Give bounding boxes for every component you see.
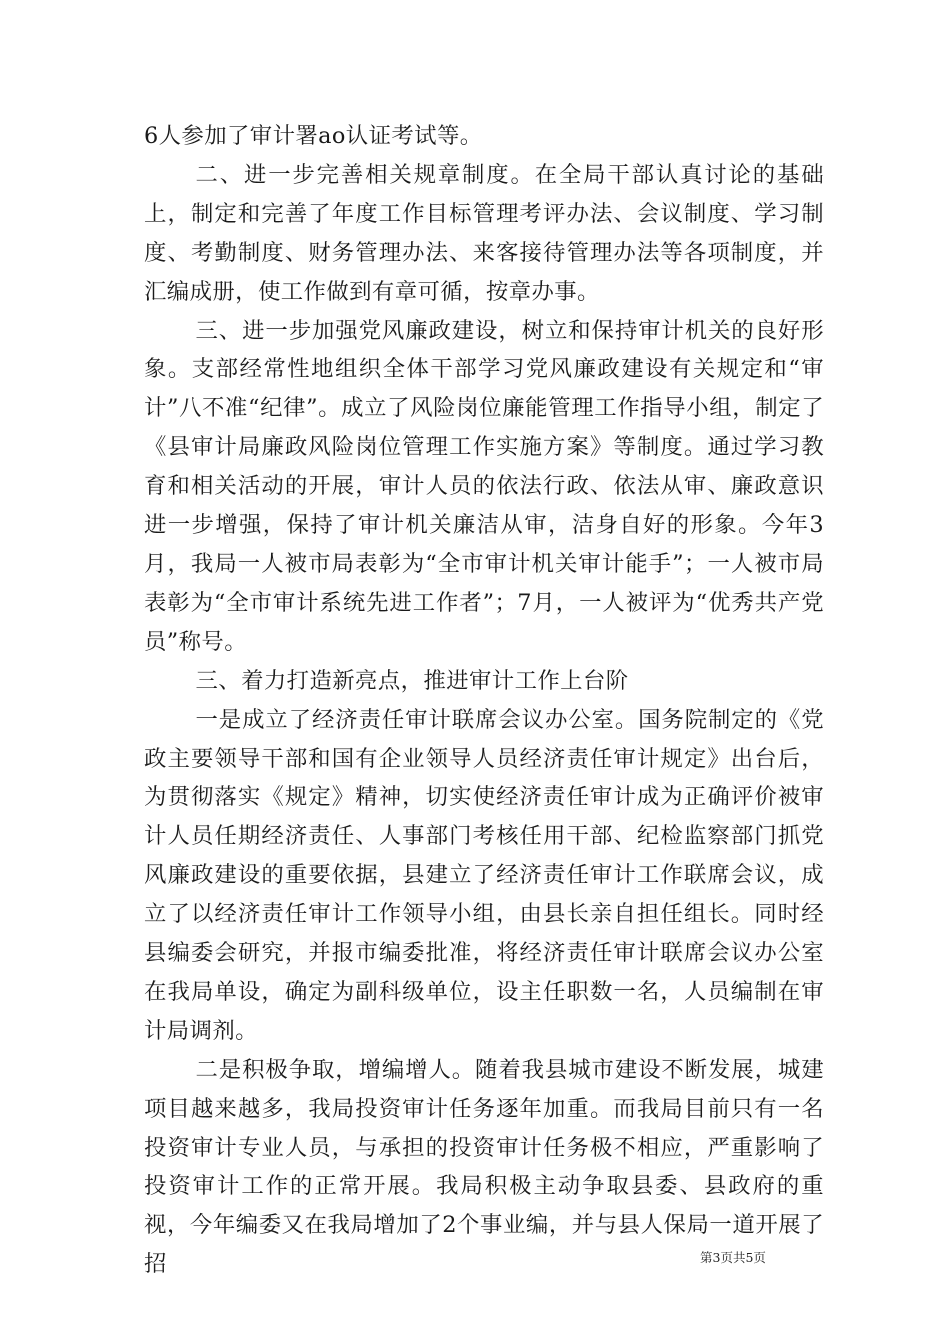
- paragraph-rules-system: 二、进一步完善相关规章制度。在全局干部认真讨论的基础上，制定和完善了年度工作目标管理考评办法、会议制度、学习制度、考勤制度、财务管理办法、来客接待管理办法等各项制度，并汇编成册，使工作做到有章可循，按章办事。: [144, 161, 824, 305]
- section-heading-new-highlights: 三、着力打造新亮点，推进审计工作上台阶: [195, 667, 629, 694]
- page-number-label: 第3页共5页: [700, 1250, 766, 1265]
- paragraph-exam-note: 6人参加了审计署ao认证考试等。: [144, 123, 483, 149]
- page-footer: [700, 1248, 810, 1266]
- paragraph-integrity-building: 三、进一步加强党风廉政建设，树立和保持审计机关的良好形象。支部经常性地组织全体干部学习党风廉政建设有关规定和“审计”八不准“纪律”。成立了风险岗位廉能管理工作指导小组，制定了《县审计局廉政风险岗位管理工作实施方案》等制度。通过学习教育和相关活动的开展，审计人员的依法行政、依法从审、廉政意识进一步增强，保持了审计机关廉洁从审，洁身自好的形象。今年3月，我局一人被市局表彰为“全市审计机关审计能手”；一人被市局表彰为“全市审计系统先进工作者”；7月，一人被评为“优秀共产党员”称号。: [144, 317, 824, 655]
- document-body: [144, 117, 824, 1284]
- paragraph-joint-meeting-office: 一是成立了经济责任审计联席会议办公室。国务院制定的《党政主要领导干部和国有企业领导人员经济责任审计规定》出台后，为贯彻落实《规定》精神，切实使经济责任审计成为正确评价被审计人员任期经济责任、人事部门考核任用干部、纪检监察部门抓党风廉政建设的重要依据，县建立了经济责任审计工作联席会议，成立了以经济责任审计工作领导小组，由县长亲自担任组长。同时经县编委会研究，并报市编委批准，将经济责任审计联席会议办公室在我局单设，确定为副科级单位，设主任职数一名，人员编制在审计局调剂。: [144, 706, 824, 1044]
- paragraph-staffing-increase: 二是积极争取，增编增人。随着我县城市建设不断发展，城建项目越来越多，我局投资审计任务逐年加重。而我局目前只有一名投资审计专业人员，与承担的投资审计任务极不相应，严重影响了投资审计工作的正常开展。我局积极主动争取县委、县政府的重视，今年编委又在我局增加了2个事业编，并与县人保局一道开展了招: [144, 1056, 824, 1278]
